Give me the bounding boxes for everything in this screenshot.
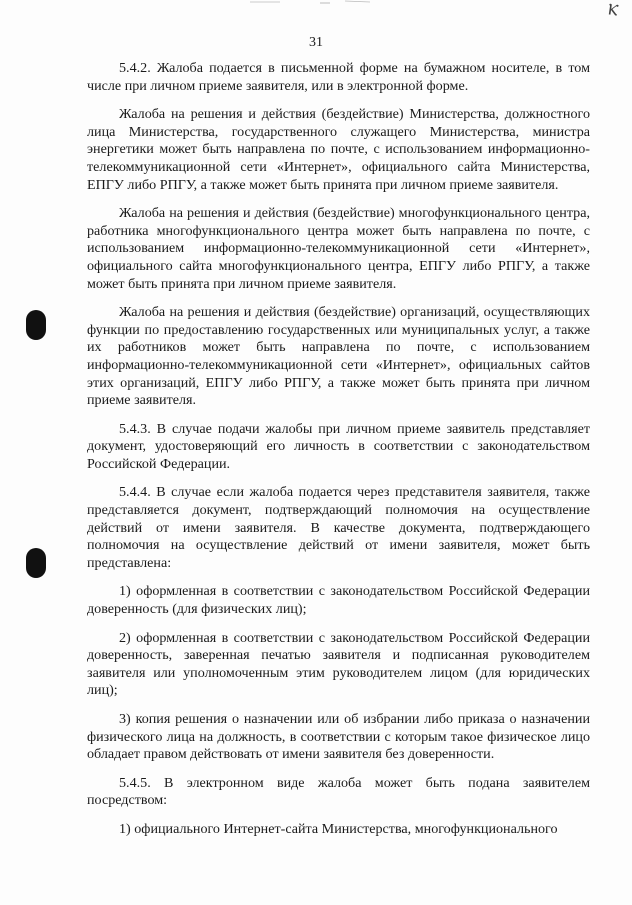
list-item-1-official-site: 1) официального Интернет-сайта Министерства, многофункционального <box>119 820 558 837</box>
paragraph-mfc-complaint: Жалоба на решения и действия (бездействие) многофункционального центра, работника многофункционального центра может быть направлена по почте, с использованием информационно-телекоммуникационной сети «Интернет», официального сайта многофункционального центра, ЕПГУ либо РПГУ, а также может быть принята при личном приеме заявителя. <box>87 205 590 292</box>
list-item-1-individuals: 1) оформленная в соответствии с законодательством Российской Федерации доверенность (для физических лиц); <box>87 583 590 618</box>
paragraph-5-4-5: 5.4.5. В электронном виде жалоба может быть подана заявителем посредством: <box>87 774 590 809</box>
paragraph-ministry-complaint: Жалоба на решения и действия (бездействие) Министерства, должностного лица Министерства, государственного служащего Министерства, министра энергетики может быть направлена по почте, с использованием информационно-телекоммуникационной сети «Интернет», официального сайта Министерства, ЕПГУ либо РПГУ, а также может быть принята при личном приеме заявителя. <box>87 106 590 193</box>
paragraph-5-4-3: 5.4.3. В случае подачи жалобы при личном приеме заявитель представляет документ, удостоверяющий его личность в соответствии с законодательством Российской Федерации. <box>87 420 590 472</box>
paragraph-5-4-2: 5.4.2. Жалоба подается в письменной форме на бумажном носителе, в том числе при личном приеме заявителя, или в электронной форме. <box>87 60 590 94</box>
paragraph-5-4-4: 5.4.4. В случае если жалоба подается через представителя заявителя, также представляется документ, подтверждающий полномочия на осуществление действий от имени заявителя. В качестве документа, подтверждающего полномочия на осуществление действий от имени заявителя, может быть представлена: <box>87 484 590 571</box>
list-item-3-decision-copy: 3) копия решения о назначении или об избрании либо приказа о назначении физического лица на должность, в соответствии с которым такое физическое лицо обладает правом действовать от имени заявителя без доверенности. <box>87 711 590 763</box>
paragraph-organizations-complaint: Жалоба на решения и действия (бездействие) организаций, осуществляющих функции по предоставлению государственных или муниципальных услуг, а также их работников может быть направлена по почте, с использованием информационно-телекоммуникационной сети «Интернет», официальных сайтов этих организаций, ЕПГУ либо РПГУ, а также может быть принята при личном приеме заявителя. <box>87 304 590 409</box>
binder-hole-top <box>26 310 46 340</box>
scan-speck-marks <box>250 0 400 6</box>
page-number: 31 <box>309 35 323 50</box>
document-body <box>87 60 590 850</box>
binder-hole-bottom <box>26 548 46 578</box>
handwritten-page-mark: Ⲕ <box>606 1 620 20</box>
list-item-2-legal-entities: 2) оформленная в соответствии с законодательством Российской Федерации доверенность, заверенная печатью заявителя и подписанная руководителем заявителя или уполномоченным этим руководителем лицом (для юридических лиц); <box>87 629 590 699</box>
